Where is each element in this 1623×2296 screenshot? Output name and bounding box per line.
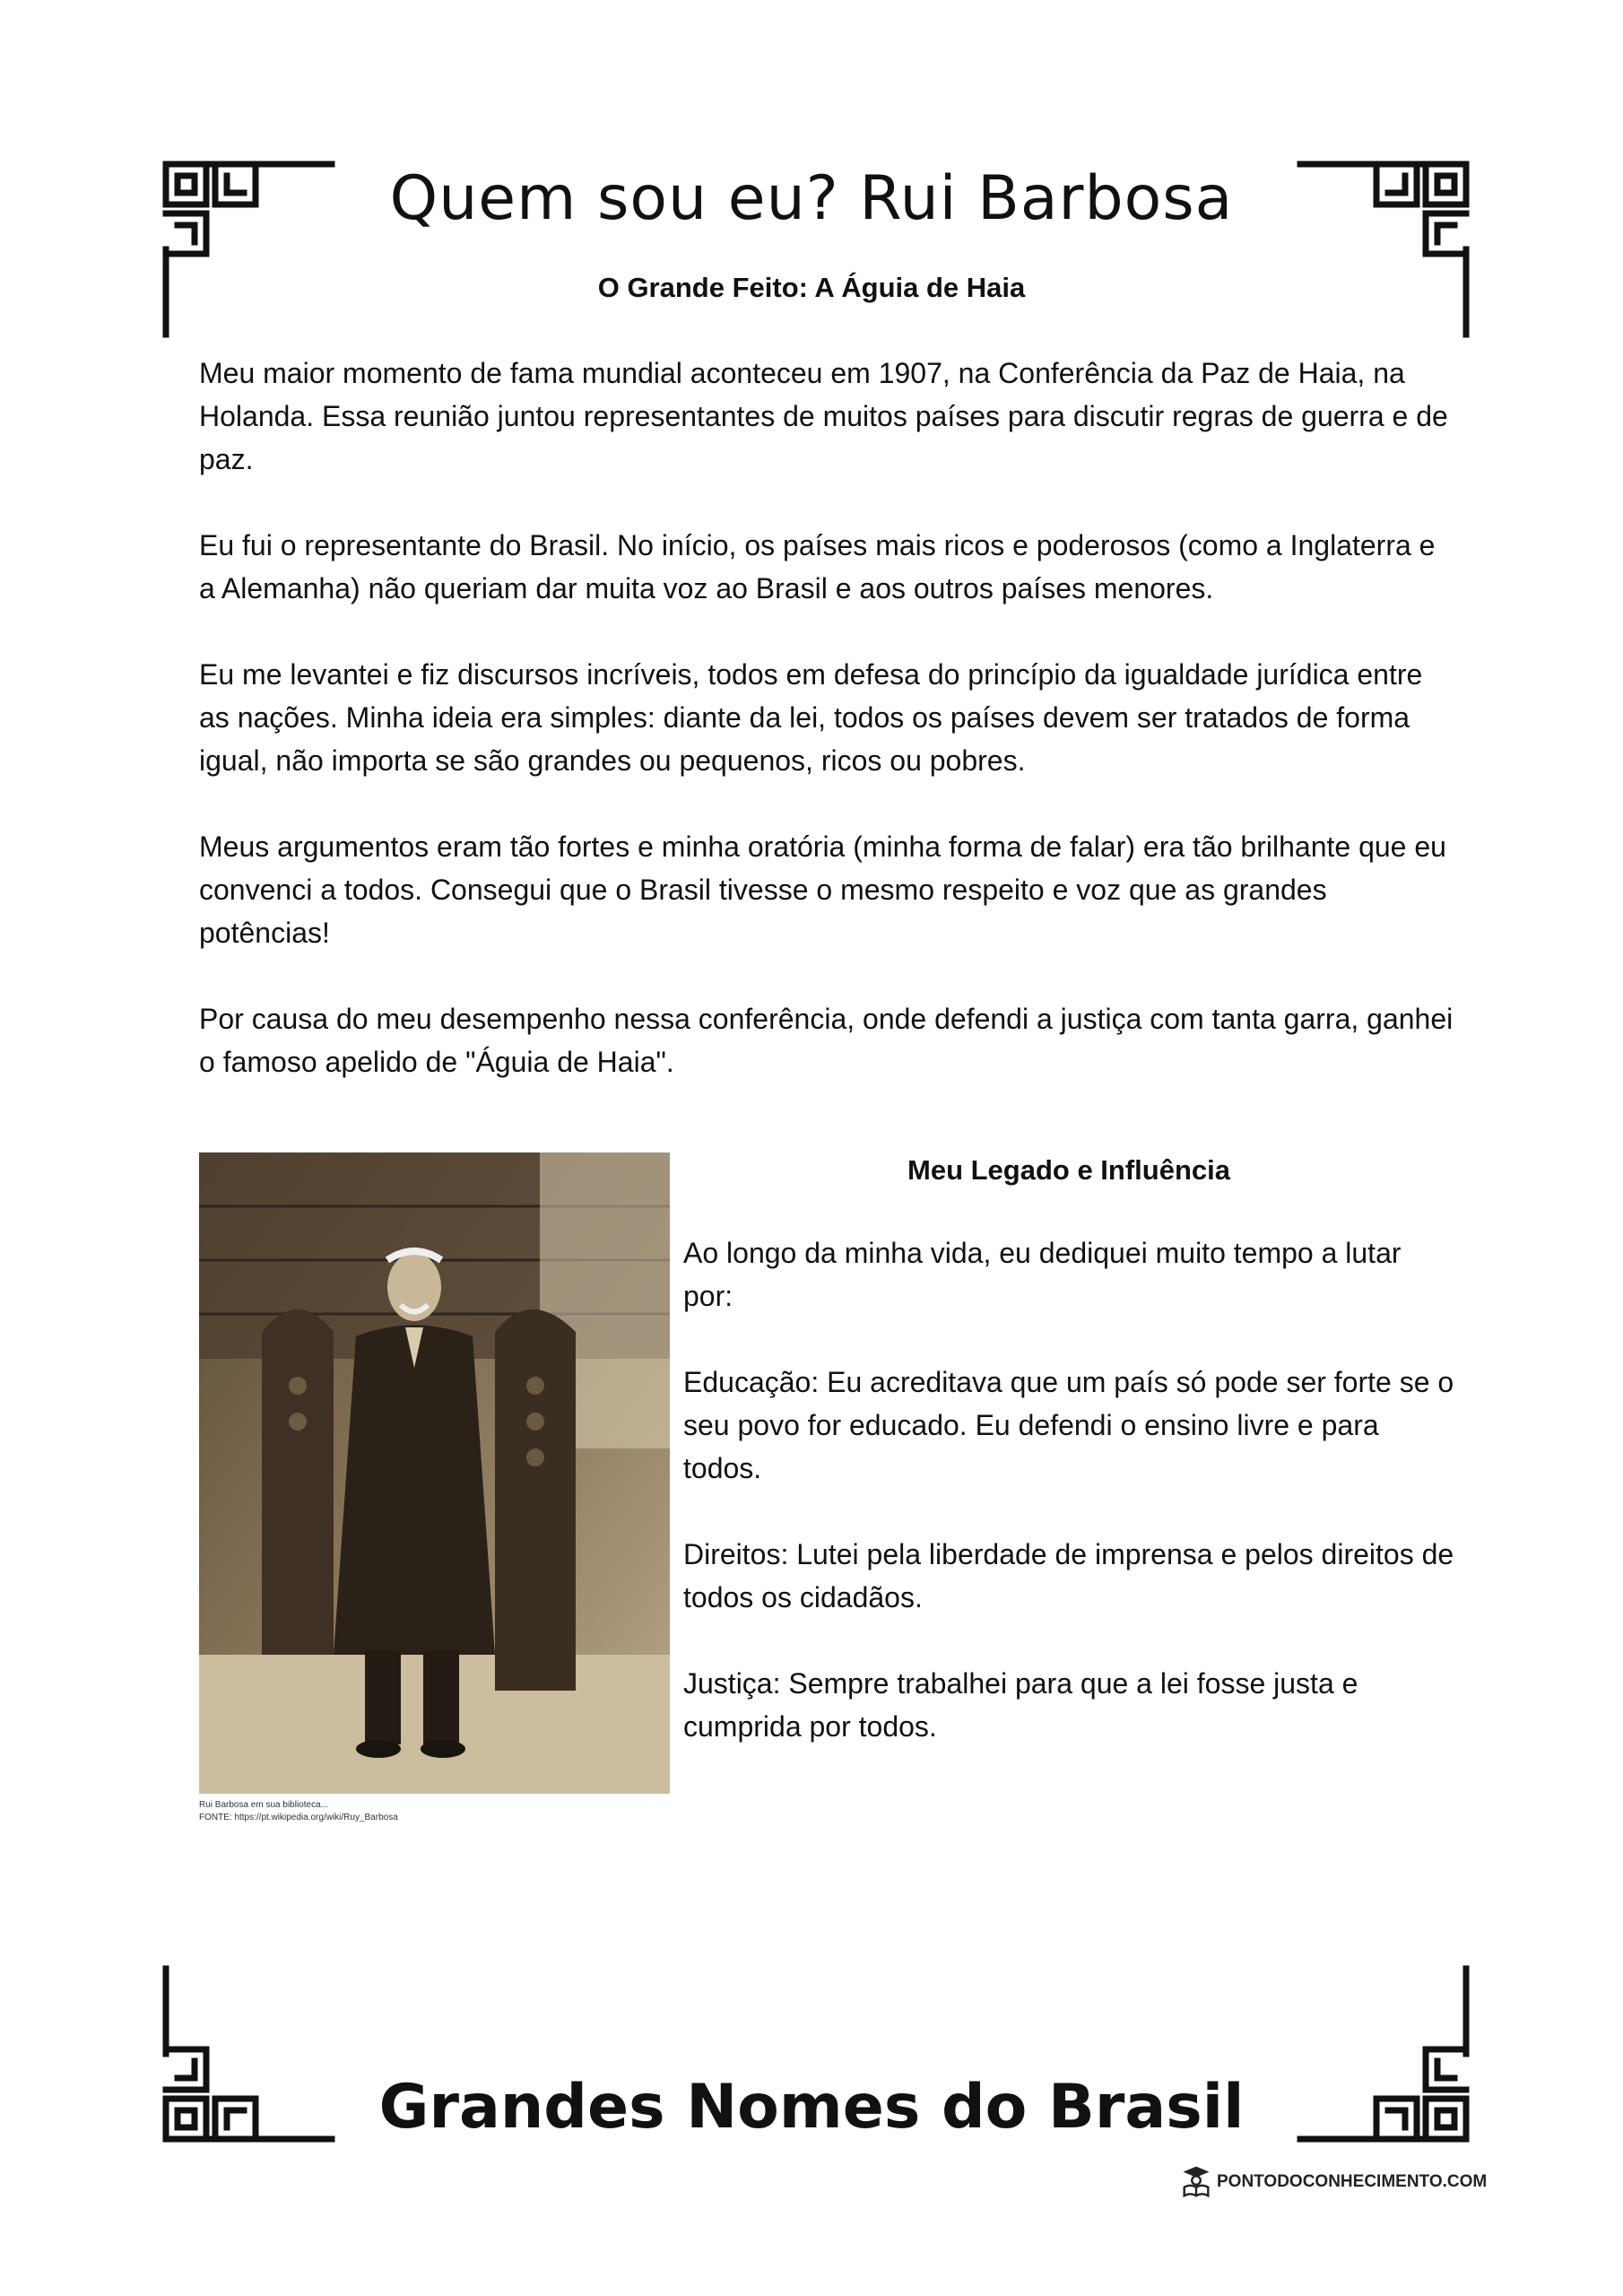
section-subtitle: O Grande Feito: A Águia de Haia (597, 272, 1026, 303)
paragraph: Eu fui o representante do Brasil. No início, os países mais ricos e poderosos (como a Inglaterra e a Alemanha) não queriam dar muita voz ao Brasil e aos outros países menores. (199, 529, 1436, 604)
paragraph: Meus argumentos eram tão fortes e minha oratória (minha forma de falar) era tão brilhante que eu convenci a todos. Consegui que o Brasil tivesse o mesmo respeito e voz que as grandes potências! (199, 831, 1446, 949)
paragraph: Justiça: Sempre trabalhei para que a lei fosse justa e cumprida por todos. (683, 1667, 1358, 1743)
graduate-book-icon (1179, 2165, 1213, 2199)
legacy-heading: Meu Legado e Influência (907, 1154, 1230, 1186)
brand-text: PONTODOCONHECIMENTO.COM (1217, 2172, 1488, 2191)
paragraph: Direitos: Lutei pela liberdade de imprensa e pelos direitos de todos os cidadãos. (683, 1538, 1454, 1613)
page-title: Quem sou eu? Rui Barbosa (389, 163, 1234, 234)
rui-barbosa-photo (199, 1152, 670, 1794)
caption-line: Rui Barbosa em sua biblioteca... (199, 1800, 328, 1810)
paragraph: Meu maior momento de fama mundial aconteceu em 1907, na Conferência da Paz de Haia, na Holanda. Essa reunião juntou representantes de muitos países para discutir regras de guerra e de paz. (199, 357, 1448, 475)
portrait-photo-icon (199, 1152, 670, 1794)
footer-title: Grandes Nomes do Brasil (378, 2072, 1245, 2143)
legacy-section (683, 1152, 1454, 1791)
paragraph: Ao longo da minha vida, eu dediquei muito tempo a lutar por: (683, 1237, 1402, 1312)
caption-source: FONTE: https://pt.wikipedia.org/wiki/Ruy_Barbosa (199, 1813, 398, 1822)
main-text (199, 352, 1454, 1126)
paragraph: Eu me levantei e fiz discursos incríveis, todos em defesa do princípio da igualdade jurídica entre as nações. Minha ideia era simples: diante da lei, todos os países devem ser tratados de forma igual, não importa se são grandes ou pequenos, ricos ou pobres. (199, 658, 1423, 777)
paragraph: Educação: Eu acreditava que um país só pode ser forte se o seu povo for educado. Eu defendi o ensino livre e para todos. (683, 1366, 1454, 1484)
brand-logo[interactable] (1179, 2165, 1487, 2199)
photo-caption (199, 1799, 737, 1824)
paragraph: Por causa do meu desempenho nessa conferência, onde defendi a justiça com tanta garra, ganhei o famoso apelido de "Águia de Haia". (199, 1003, 1454, 1078)
